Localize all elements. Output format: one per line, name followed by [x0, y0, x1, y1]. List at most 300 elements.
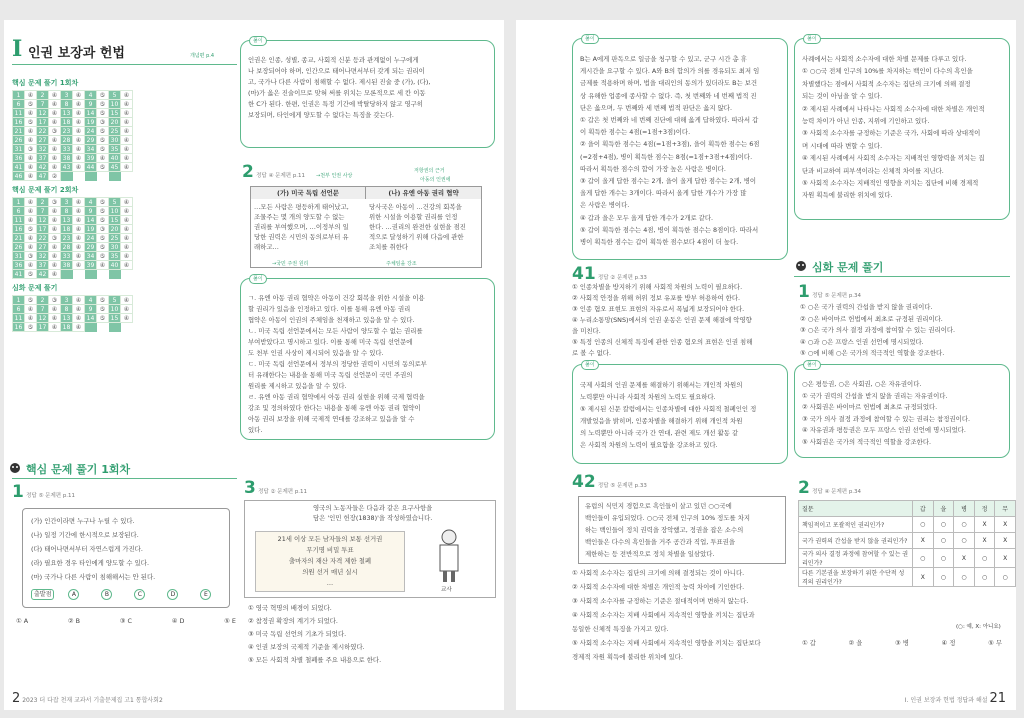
- answer-cell: 46: [13, 172, 25, 181]
- answer-cell: 11: [13, 314, 25, 323]
- explanation-line: (=2점+4점), 병이 획득한 점수는 8점(=1점+3점+4점)이다.: [580, 152, 753, 161]
- explanation-line: 부여받았다고 명시하고 있다. 이를 통해 미국 독립 선언문에: [248, 338, 413, 346]
- path-node: C: [134, 589, 145, 600]
- answer-cell: 13: [61, 109, 73, 118]
- answer-cell: ③: [49, 296, 61, 305]
- answer-cell: 35: [109, 145, 121, 154]
- answer-line: ④ 인권 보장의 국제적 기준을 제시하였다.: [248, 643, 365, 651]
- divider: [794, 276, 1010, 277]
- answer-cell: 36: [13, 261, 25, 270]
- question-2: [242, 162, 305, 182]
- right-page: [516, 20, 1016, 710]
- answer-cell: ④: [121, 296, 133, 305]
- answer-cell: ④: [73, 136, 85, 145]
- explanation-line: 상 유해한 업종에 종사할 수 없다. 즉, 첫 번째와 네 번째 법적 진: [580, 91, 757, 100]
- answer-cell: ④: [49, 136, 61, 145]
- answer-cell: 28: [61, 243, 73, 252]
- answer-cell: 43: [61, 163, 73, 172]
- answer-cell: 25: [109, 234, 121, 243]
- answer-cell: ③: [25, 145, 37, 154]
- source-line: 래하고…: [254, 243, 279, 251]
- annotation: 주체임을 강조: [386, 261, 417, 267]
- explanation-line: 며 시대에 따라 변할 수 있다.: [802, 141, 883, 150]
- source-line: 적으로 달성하기 위해 다음에 관한: [369, 233, 464, 241]
- answer-cell: 45: [109, 163, 121, 172]
- answer-cell: 7: [37, 207, 49, 216]
- answer-cell: ⑤: [97, 305, 109, 314]
- answer-line: ④ 사회적 소수자는 지배 사회에서 지속적인 영향을 끼치는 집단과: [572, 611, 755, 619]
- explanation-box-2: [240, 278, 495, 440]
- deep-question-2: [798, 478, 861, 498]
- answer-cell: 37: [37, 154, 49, 163]
- d2-ox-table-wrapper: [798, 500, 1016, 587]
- table-row: [799, 568, 1016, 587]
- explanation-line: 도 천부 인권 사상이 제시되어 있음을 알 수 있다.: [248, 349, 384, 357]
- answer-cell: [121, 172, 133, 181]
- explanation-line: 터 유래한다는 내용을 통해 미국 독립 선언문이 국민 주권의: [248, 371, 413, 379]
- answer-cell: ④: [49, 216, 61, 225]
- answer-cell: 19: [85, 225, 97, 234]
- answer-cell: ⑤: [97, 252, 109, 261]
- path-node: D: [167, 589, 178, 600]
- answer-cell: ④: [49, 270, 61, 279]
- section-banner: 심화 문제 풀기: [812, 261, 884, 274]
- q1-choices: [16, 616, 236, 627]
- question-3: [244, 478, 307, 498]
- answer-cell: ④: [49, 243, 61, 252]
- answer-cell: ④: [25, 207, 37, 216]
- answer-cell: 30: [109, 243, 121, 252]
- answer-cell: [73, 172, 85, 181]
- scroll-line: 21세 이상 모든 남자들의 보통 선거권: [277, 535, 383, 543]
- answer-cell: 4: [85, 296, 97, 305]
- ox-cell: ○: [954, 517, 975, 533]
- explanation-line: ③ 사회적 소수자를 규정하는 기준은 국가, 사회에 따라 상대적이: [802, 129, 981, 138]
- divider: [12, 64, 237, 65]
- answer-cell: ⑤: [97, 296, 109, 305]
- answer-table: [12, 295, 133, 332]
- answer-cell: ③: [49, 198, 61, 207]
- answer-cell: ⑤: [97, 100, 109, 109]
- answer-cell: 1: [13, 198, 25, 207]
- tiger-mascot-icon: [8, 462, 22, 474]
- answer-cell: 30: [109, 136, 121, 145]
- answer-cell: 10: [109, 305, 121, 314]
- answer-cell: ④: [121, 261, 133, 270]
- answer-cell: ④: [121, 252, 133, 261]
- answer-line: 동일한 신체적 특징을 가지고 있다.: [572, 625, 669, 633]
- answer-cell: ④: [121, 118, 133, 127]
- answer-cell: ④: [25, 243, 37, 252]
- ox-cell: ○: [933, 549, 954, 568]
- scroll-line: 의원 선거 매년 실시: [302, 568, 358, 576]
- answer-ref: 정답 ④ 문제편 p.34: [812, 489, 862, 495]
- explanation-line: 노력뿐만 아니라 사회적 차원의 노력도 필요하다.: [580, 393, 716, 401]
- answer-cell: [121, 270, 133, 279]
- answer-cell: 9: [85, 207, 97, 216]
- answer-cell: 40: [109, 154, 121, 163]
- statement-line: (나) 일정 기간에 한시적으로 보장된다.: [31, 531, 139, 539]
- answer-cell: 8: [61, 207, 73, 216]
- answer-cell: 2: [37, 91, 49, 100]
- answer-cell: 6: [13, 207, 25, 216]
- question-1: [12, 482, 75, 502]
- answer-cell: 3: [61, 198, 73, 207]
- answer-cell: 37: [37, 261, 49, 270]
- ox-cell: X: [995, 517, 1016, 533]
- choice: ④ D: [171, 617, 185, 625]
- answer-cell: ④: [73, 225, 85, 234]
- answer-cell: ⑤: [97, 127, 109, 136]
- ox-cell: ○: [974, 568, 995, 587]
- answer-cell: ③: [49, 234, 61, 243]
- ox-cell: ○: [933, 533, 954, 549]
- source-line: 조치를 취한다: [369, 243, 409, 251]
- explanation-line: 할 권리가 있음을 인정하고 있다. 이를 통해 유엔 아동 권리: [248, 305, 411, 313]
- answer-cell: [85, 270, 97, 279]
- answer-cell: 18: [61, 118, 73, 127]
- q3-answer-list: [248, 602, 381, 667]
- answer-cell: ⑤: [97, 314, 109, 323]
- scroll-line: 무기명 비밀 투표: [306, 546, 354, 554]
- q42-answer-list: [572, 566, 761, 664]
- explanation-tag: [803, 34, 821, 44]
- answer-line: ⑤ 특정 인종의 신체적 특징에 관한 인종 혐오의 표현은 인권 침해: [572, 338, 753, 346]
- choice-line: ③ ○은 국가 의사 결정 과정에 참여할 수 있는 권리이다.: [800, 326, 956, 334]
- source-line: 영국의 노동자들은 다음과 같은 요구사항을: [313, 504, 433, 512]
- answer-cell: ④: [73, 207, 85, 216]
- explanation-line: ① ○○국 전체 인구의 10%를 차지하는 백인이 다수의 흑인을: [802, 67, 973, 76]
- answer-cell: 29: [85, 136, 97, 145]
- answer-table: [12, 90, 133, 181]
- passage-line: 하는 백인들이 정치 권력을 장악했고, 정권을 잡은 소수의: [585, 526, 744, 534]
- explanation-tag: [581, 34, 599, 44]
- explanation-line: 한 C가 된다. 한편, 인권은 특정 기간에 박탈당하지 않고 영구히: [248, 100, 423, 108]
- ox-cell: ○: [954, 568, 975, 587]
- choice: ① A: [16, 617, 29, 625]
- answer-cell: ④: [73, 91, 85, 100]
- answer-cell: ⑤: [25, 323, 37, 332]
- answer-cell: ④: [73, 145, 85, 154]
- teacher-label: 교사: [441, 587, 452, 593]
- answer-cell: ③: [97, 118, 109, 127]
- answer-cell: 9: [85, 100, 97, 109]
- answer-cell: 8: [61, 305, 73, 314]
- question-number: 2: [242, 162, 254, 182]
- choice: ③ 병: [895, 639, 909, 647]
- question-number: 3: [244, 478, 256, 498]
- explanation-line: ① 국가 권력의 간섭을 받지 않을 권리는 자유권이다.: [802, 391, 948, 400]
- explanation-line: 이 획득한 점수는 4점(=1점+3점)이다.: [580, 128, 691, 137]
- answer-cell: ④: [49, 154, 61, 163]
- explanation-box-1: [240, 40, 495, 148]
- answer-cell: ④: [121, 234, 133, 243]
- explanation-line: ④ 제시된 사례에서 사회적 소수자는 지배적인 영향력을 끼치는 집: [802, 154, 985, 163]
- answer-cell: ⑤: [97, 91, 109, 100]
- answer-cell: 6: [13, 100, 25, 109]
- question-42: [572, 472, 647, 492]
- explanation-box-d: [794, 364, 1010, 458]
- explanation-line: 게시간을 요구할 수 있다. A와 B의 합의가 의를 경유되도 최저 임: [580, 67, 760, 76]
- answer-cell: 40: [109, 261, 121, 270]
- answer-cell: ⑤: [97, 243, 109, 252]
- choice: ③ C: [119, 617, 132, 625]
- answer-cell: ④: [49, 207, 61, 216]
- answer-cell: 39: [85, 261, 97, 270]
- ox-cell: ○: [933, 517, 954, 533]
- answer-cell: 26: [13, 243, 25, 252]
- answer-cell: ④: [25, 234, 37, 243]
- answer-cell: 23: [61, 234, 73, 243]
- answer-cell: 2: [37, 198, 49, 207]
- answer-cell: 42: [37, 270, 49, 279]
- answer-cell: ④: [25, 109, 37, 118]
- explanation-line: ④ 자유권과 평등권은 모두 프랑스 인권 선언에 명시되었다.: [802, 426, 966, 434]
- ox-cell: ○: [933, 568, 954, 587]
- q1-statement-box: [22, 508, 230, 608]
- answer-cell: 7: [37, 305, 49, 314]
- explanation-line: ⑤ 제시된 신문 칼럼에서는 인종차별에 대한 사회적 철폐인인 정: [580, 405, 757, 413]
- answer-cell: 22: [37, 127, 49, 136]
- answer-cell: ④: [73, 118, 85, 127]
- ox-cell: X: [995, 533, 1016, 549]
- answer-cell: ④: [121, 127, 133, 136]
- answer-cell: ④: [97, 261, 109, 270]
- answer-cell: 11: [13, 109, 25, 118]
- answer-cell: ④: [49, 261, 61, 270]
- answer-cell: ④: [49, 109, 61, 118]
- answer-cell: 29: [85, 243, 97, 252]
- answer-cell: [61, 172, 73, 181]
- page-number: 21: [989, 691, 1006, 706]
- answer-cell: ④: [73, 261, 85, 270]
- answer-cell: 7: [37, 100, 49, 109]
- answer-cell: ⑤: [97, 109, 109, 118]
- answer-cell: 20: [109, 225, 121, 234]
- ox-cell: ○: [995, 568, 1016, 587]
- answer-cell: ④: [49, 252, 61, 261]
- answer-cell: [61, 270, 73, 279]
- choice-line: ① ○은 국가 권력의 간섭을 받지 않을 권리이다.: [800, 303, 933, 311]
- answer-cell: 24: [85, 234, 97, 243]
- answer-cell: ④: [121, 198, 133, 207]
- answer-cell: ⑤: [97, 145, 109, 154]
- answer-cell: 2: [37, 296, 49, 305]
- answer-cell: 1: [13, 91, 25, 100]
- answer-cell: ④: [25, 136, 37, 145]
- path-node: E: [200, 589, 211, 600]
- explanation-box-a: [572, 38, 788, 260]
- answer-cell: [97, 323, 109, 332]
- explanation-line: ② 을이 획득한 점수는 4점(=1점+3점), 을이 획득한 점수는 6점: [580, 140, 760, 149]
- answer-cell: 24: [85, 127, 97, 136]
- answer-cell: [109, 270, 121, 279]
- answer-cell: 32: [37, 252, 49, 261]
- answer-cell: ④: [73, 314, 85, 323]
- passage-line: 유럽의 식민지 경험으로 흑인들이 살고 있던 ○○국에: [585, 502, 732, 510]
- statement-line: (다) 태어나면서부터 자연스럽게 가진다.: [31, 545, 143, 553]
- page-number: 2: [12, 691, 21, 706]
- answer-ref: 정답 ② 문제편 p.11: [258, 489, 308, 495]
- path-node: A: [68, 589, 79, 600]
- answer-cell: ④: [73, 216, 85, 225]
- answer-cell: 12: [37, 314, 49, 323]
- answer-cell: 17: [37, 323, 49, 332]
- answer-cell: 10: [109, 207, 121, 216]
- table-header: 질문: [799, 501, 913, 517]
- answer-cell: ⑤: [97, 198, 109, 207]
- answer-cell: 3: [61, 296, 73, 305]
- answer-cell: ④: [73, 127, 85, 136]
- answer-cell: 15: [109, 109, 121, 118]
- answer-cell: ④: [121, 243, 133, 252]
- answer-cell: ④: [73, 154, 85, 163]
- answer-cell: ④: [73, 305, 85, 314]
- explanation-line: 올게 답한 개수는 3개이다. 따라서 올게 답한 개수가 가장 많: [580, 189, 747, 198]
- table-legend: (○: 예, X: 아니요): [956, 624, 1001, 630]
- table-row: [799, 533, 1016, 549]
- answer-cell: 16: [13, 225, 25, 234]
- answer-cell: ④: [121, 145, 133, 154]
- explanation-line: ㄷ. 미국 독립 선언문에서 정부의 정당한 권력이 시민의 동의로부: [248, 360, 427, 368]
- q2-source-table: [250, 186, 482, 268]
- explanation-line: 고, 국가나 다른 사람이 침해할 수 없다. 제시된 진술 중 (가), (다),: [248, 78, 431, 86]
- table-header: 갑: [912, 501, 933, 517]
- footer-text: 2023 더 다잡 천재 교과서 기출문제집 고1 통합사회2: [22, 697, 163, 704]
- answer-cell: [97, 270, 109, 279]
- explanation-line: ④ 갑과 을은 모두 올게 답한 개수가 2개로 같다.: [580, 213, 714, 222]
- explanation-tag: [249, 36, 267, 46]
- answer-cell: 18: [61, 323, 73, 332]
- explanation-box-c: [572, 364, 788, 464]
- answer-line: ④ 누리소통망(SNS)에서의 인권 운동은 인권 문제 해결에 악영향: [572, 316, 752, 324]
- answer-cell: [121, 323, 133, 332]
- question-number: 1: [12, 482, 24, 502]
- chapter-roman: I: [12, 36, 23, 62]
- ox-cell: ○: [954, 533, 975, 549]
- answer-cell: 13: [61, 314, 73, 323]
- ox-cell: ○: [912, 549, 933, 568]
- answer-cell: 9: [85, 305, 97, 314]
- left-page: [4, 20, 504, 710]
- answer-cell: ④: [49, 163, 61, 172]
- answer-line: ① 사회적 소수자는 집단의 크기에 의해 결정되는 것이 아니다.: [572, 569, 745, 577]
- answer-cell: ⑤: [97, 136, 109, 145]
- question-number: 1: [798, 282, 810, 302]
- explanation-line: 아동 권리 보장을 위해 국제적 연대를 강조하고 있음을 알 수: [248, 415, 415, 423]
- explanation-line: 개발었음을 밝히며, 인종차별을 해결하기 위해 개인적 차원: [580, 417, 743, 425]
- annotation: 저항권의 근거: [414, 168, 445, 174]
- answer-cell: 5: [109, 198, 121, 207]
- answer-cell: ④: [73, 296, 85, 305]
- answer-line: ⑤ 사회적 소수자는 지배 사회에서 지속적인 영향을 끼치는 집단보다: [572, 639, 761, 647]
- answer-cell: 8: [61, 100, 73, 109]
- answer-cell: ④: [121, 100, 133, 109]
- answer-cell: 14: [85, 109, 97, 118]
- explanation-line: ○은 평등권, ○은 사회권, ○은 자유권이다.: [802, 380, 922, 388]
- answer-cell: ④: [73, 323, 85, 332]
- answer-cell: ④: [121, 216, 133, 225]
- explanation-tag: [581, 360, 599, 370]
- answer-line: ① 영국 혁명의 배경이 되었다.: [248, 604, 332, 612]
- answer-line: ③ 사회적 소수자를 규정하는 기준은 절대적이며 변하지 않는다.: [572, 597, 749, 605]
- question-cell: 국가 권력의 간섭을 받지 않을 권리인가?: [799, 533, 913, 549]
- question-number: 2: [798, 478, 810, 498]
- question-cell: 다른 기본권을 보장하기 위한 수단적 성격의 권리인가?: [799, 568, 913, 587]
- answer-cell: 21: [13, 234, 25, 243]
- answer-cell: 16: [13, 118, 25, 127]
- question-41: [572, 264, 647, 284]
- page-footer: [905, 691, 1006, 706]
- answer-cell: ④: [121, 207, 133, 216]
- source-line: 당사국은 아동이 …건강의 회복을: [369, 203, 462, 211]
- annotation: →국민 주권 원리: [272, 261, 309, 267]
- answer-cell: 31: [13, 145, 25, 154]
- explanation-line: ㄱ. 유엔 아동 권리 협약은 아동이 건강 회복을 위한 시설을 이용: [248, 294, 425, 302]
- answer-cell: 41: [13, 163, 25, 172]
- statement-line: (라) 필요한 경우 타인에게 양도할 수 있다.: [31, 559, 149, 567]
- answer-cell: 23: [61, 127, 73, 136]
- answer-cell: ④: [49, 225, 61, 234]
- answer-cell: 36: [13, 154, 25, 163]
- tiger-mascot-icon: [794, 260, 808, 272]
- passage-line: 백인들은 다수의 흑인들을 거주 공간과 직업, 투표권을: [585, 538, 736, 546]
- explanation-line: 강조 및 정의하였다 한다는 내용을 통해 유엔 아동 권리 협약이: [248, 404, 421, 412]
- table-header: 무: [995, 501, 1016, 517]
- explanation-line: 능력 차이가 아닌 인종, 지위에 기인하고 있다.: [802, 117, 930, 126]
- ox-cell: X: [912, 533, 933, 549]
- answer-cell: 17: [37, 118, 49, 127]
- explanation-line: 인권은 인종, 성별, 종교, 사회적 신분 등과 관계없이 누구에게: [248, 56, 419, 64]
- answer-cell: ④: [121, 109, 133, 118]
- answer-cell: 34: [85, 145, 97, 154]
- explanation-line: 국제 사회의 인권 문제를 해결하기 위해서는 개인적 차원의: [580, 381, 743, 389]
- page-footer: [12, 691, 163, 706]
- explanation-line: 의 노력뿐만 아니라 국가 간 연대, 관련 제도 개선 활동 같: [580, 429, 739, 437]
- explanation-line: ② 사회권은 바이마르 헌법에 최초로 규정되었다.: [802, 403, 938, 411]
- answer-line: ② 참정권 확장의 계기가 되었다.: [248, 617, 338, 625]
- choice-line: ⑤ ○에 비해 ○은 국가의 적극적인 역할을 강조한다.: [800, 349, 945, 357]
- ox-cell: ○: [974, 549, 995, 568]
- answer-cell: [73, 270, 85, 279]
- answer-cell: 19: [85, 118, 97, 127]
- explanation-line: 금제를 적용하며 하며, 법을 대리인의 동의가 있더라도 B는 보건: [580, 79, 757, 88]
- statement-line: (마) 국가나 다른 사람이 침해해서는 안 된다.: [31, 573, 156, 581]
- section-banner: 핵심 문제 풀기 1회차: [26, 463, 131, 476]
- question-number: 42: [572, 472, 596, 492]
- answer-cell: ⑤: [25, 118, 37, 127]
- answer-cell: 32: [37, 145, 49, 154]
- explanation-line: 협약은 아동이 인권의 주체임을 천재하고 있음을 알 수 있다.: [248, 316, 415, 324]
- answer-cell: [85, 172, 97, 181]
- teacher-illustration: [429, 527, 469, 583]
- explanation-line: ③ 국가 의사 결정 과정에 참여할 수 있는 권리는 참정권이다.: [802, 414, 971, 423]
- scroll-line: …: [326, 579, 334, 587]
- answer-cell: 14: [85, 314, 97, 323]
- choice: ① 갑: [802, 639, 816, 647]
- explanation-line: ① 갑은 첫 번째와 네 번째 진단에 대해 옳게 답하였다. 따라서 갑: [580, 116, 759, 125]
- answer-cell: ④: [25, 305, 37, 314]
- divider: [12, 478, 237, 479]
- answer-cell: [85, 323, 97, 332]
- q42-passage-box: [578, 496, 786, 564]
- explanation-line: ③ 갑이 올게 답한 점수는 2개, 을이 올게 답한 점수는 2개, 병이: [580, 177, 757, 186]
- explanation-line: 차별했다는 점에서 사회적 소수자는 집단의 크기에 의해 결정: [802, 79, 971, 88]
- question-cell: 국가 의사 결정 과정에 참여할 수 있는 권리인가?: [799, 549, 913, 568]
- q3-source-box: [244, 500, 496, 598]
- answer-cell: 16: [13, 323, 25, 332]
- answer-cell: ④: [121, 163, 133, 172]
